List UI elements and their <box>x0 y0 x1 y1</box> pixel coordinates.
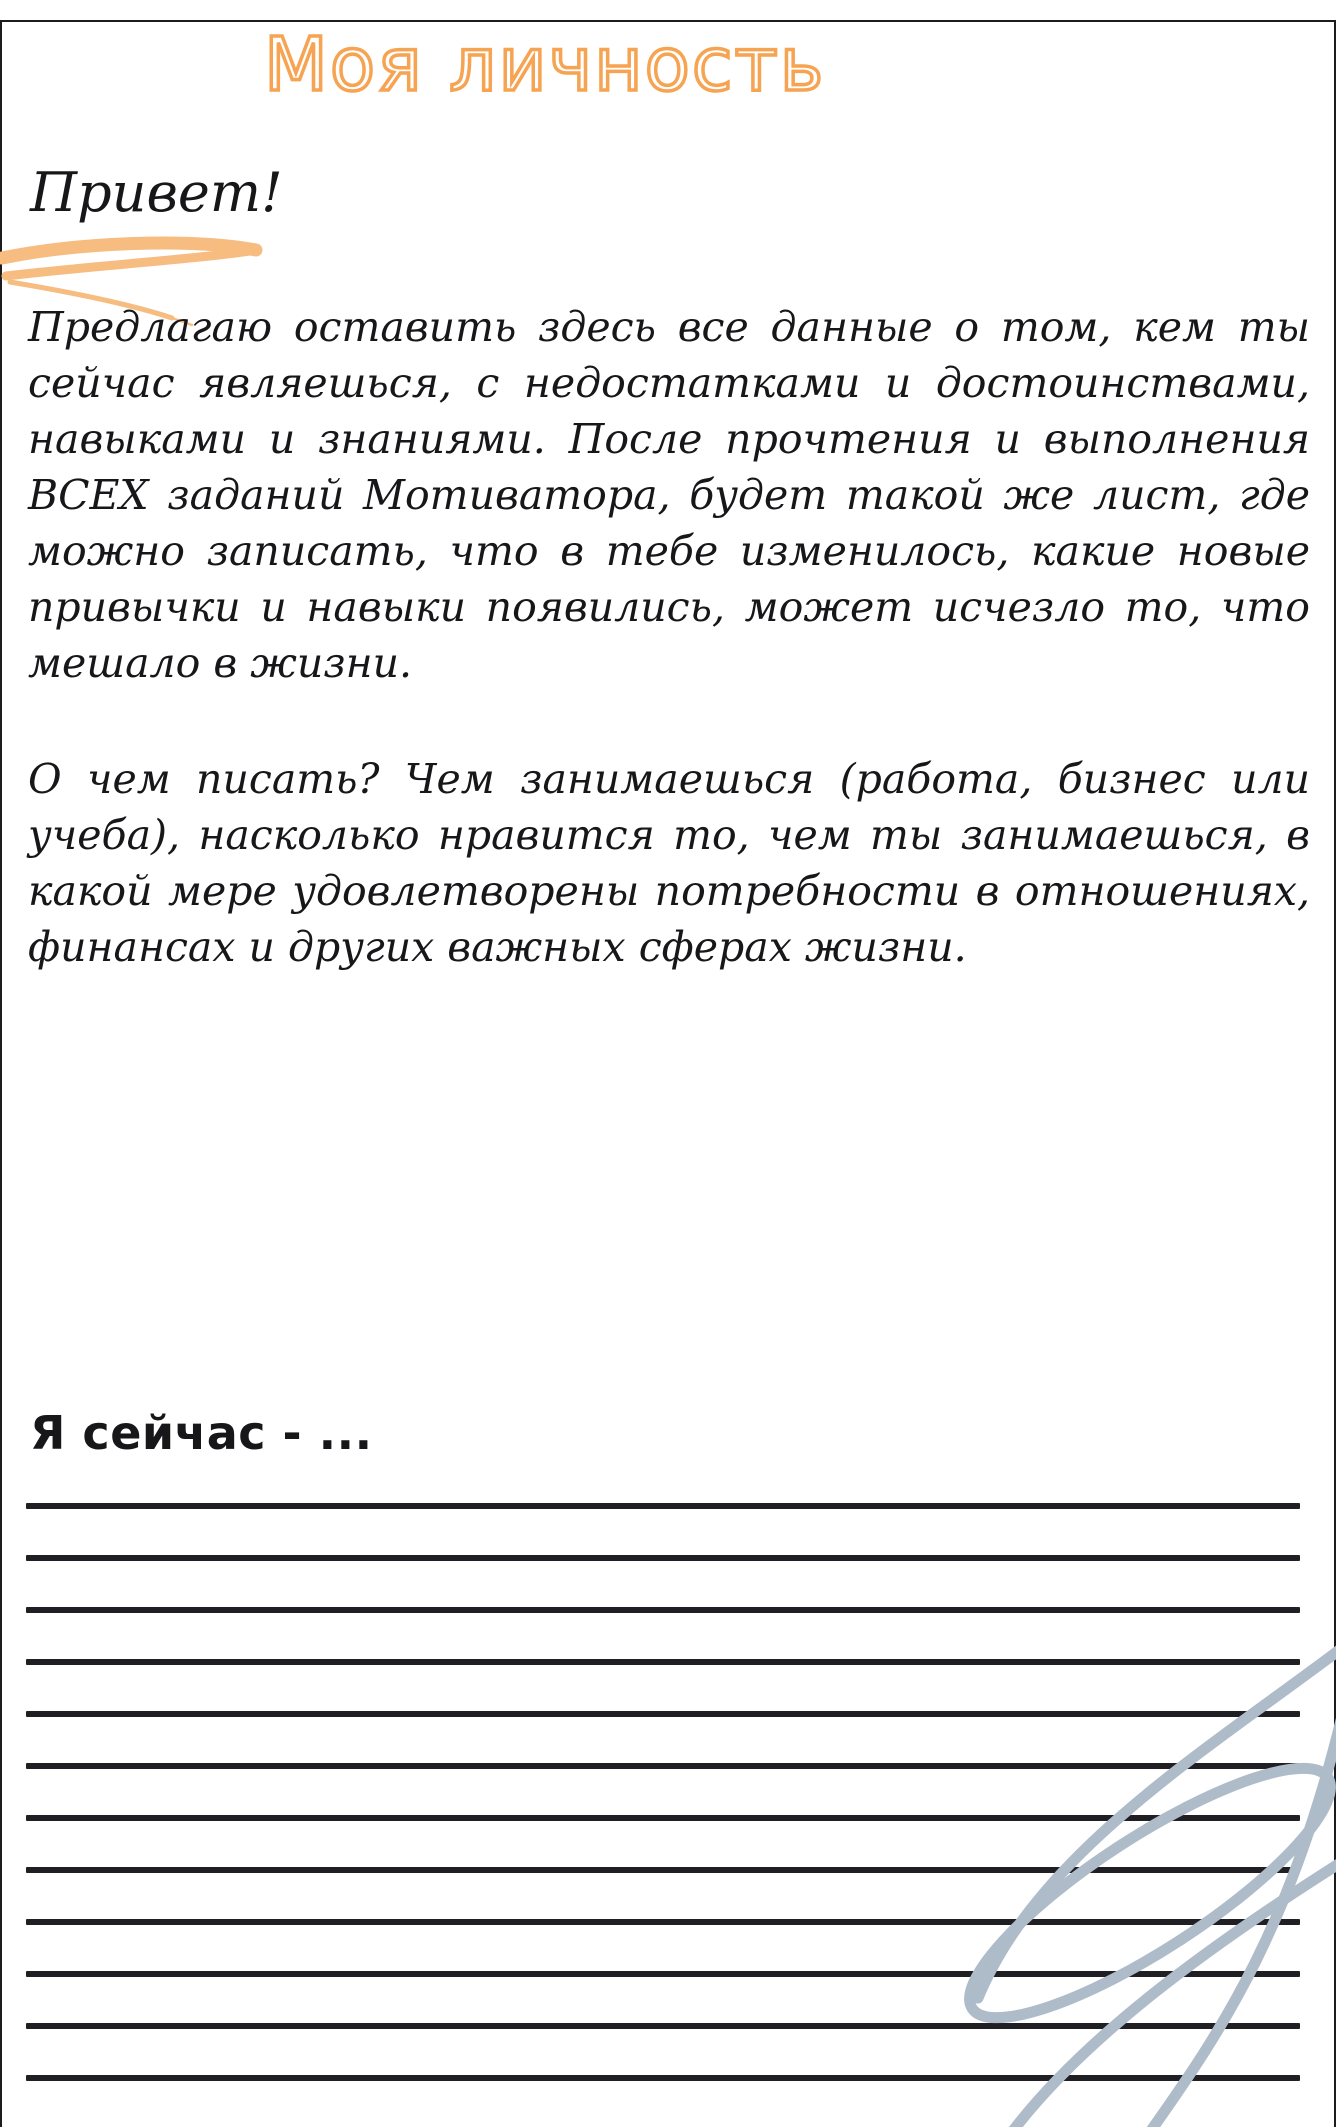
paragraph-line: можно записать, что в тебе изменилось, какие новые <box>28 527 1310 575</box>
ruled-line <box>26 1555 1300 1561</box>
paragraph-line: О чем писать? Чем занимаешься (работа, бизнес или <box>28 755 1310 803</box>
writing-lines-area <box>26 1503 1300 2081</box>
ruled-line <box>26 1503 1300 1509</box>
paragraph-line: финансах и других важных сферах жизни. <box>28 923 967 971</box>
paragraph-line: мешало в жизни. <box>28 639 413 687</box>
page-border-left <box>0 20 2 2127</box>
prompt-label: Я сейчас - ... <box>30 1406 373 1460</box>
ruled-line <box>26 1919 1300 1925</box>
paragraph-line: ВСЕХ заданий Мотиватора, будет такой же лист, где <box>28 471 1310 519</box>
paragraph-line: какой мере удовлетворены потребности в отношениях, <box>28 867 1310 915</box>
paragraph-line: сейчас являешься, с недостатками и достоинствами, <box>28 359 1310 407</box>
ruled-line <box>26 1659 1300 1665</box>
ruled-line <box>26 2023 1300 2029</box>
intro-paragraph <box>28 299 1310 691</box>
ruled-line <box>26 1711 1300 1717</box>
ruled-line <box>26 2075 1300 2081</box>
paragraph-line: Предлагаю оставить здесь все данные о том, кем ты <box>28 303 1310 351</box>
ruled-line <box>26 1867 1300 1873</box>
paragraph-line: навыками и знаниями. После прочтения и выполнения <box>28 415 1310 463</box>
page-title: Моя личность <box>264 22 826 108</box>
ruled-line <box>26 1815 1300 1821</box>
greeting-text: Привет! <box>30 161 283 224</box>
instructions-paragraph <box>28 751 1310 975</box>
ruled-line <box>26 1607 1300 1613</box>
ruled-line <box>26 1971 1300 1977</box>
ruled-line <box>26 1763 1300 1769</box>
paragraph-line: привычки и навыки появились, может исчезло то, что <box>28 583 1310 631</box>
paragraph-line: учеба), насколько нравится то, чем ты занимаешься, в <box>28 811 1310 859</box>
